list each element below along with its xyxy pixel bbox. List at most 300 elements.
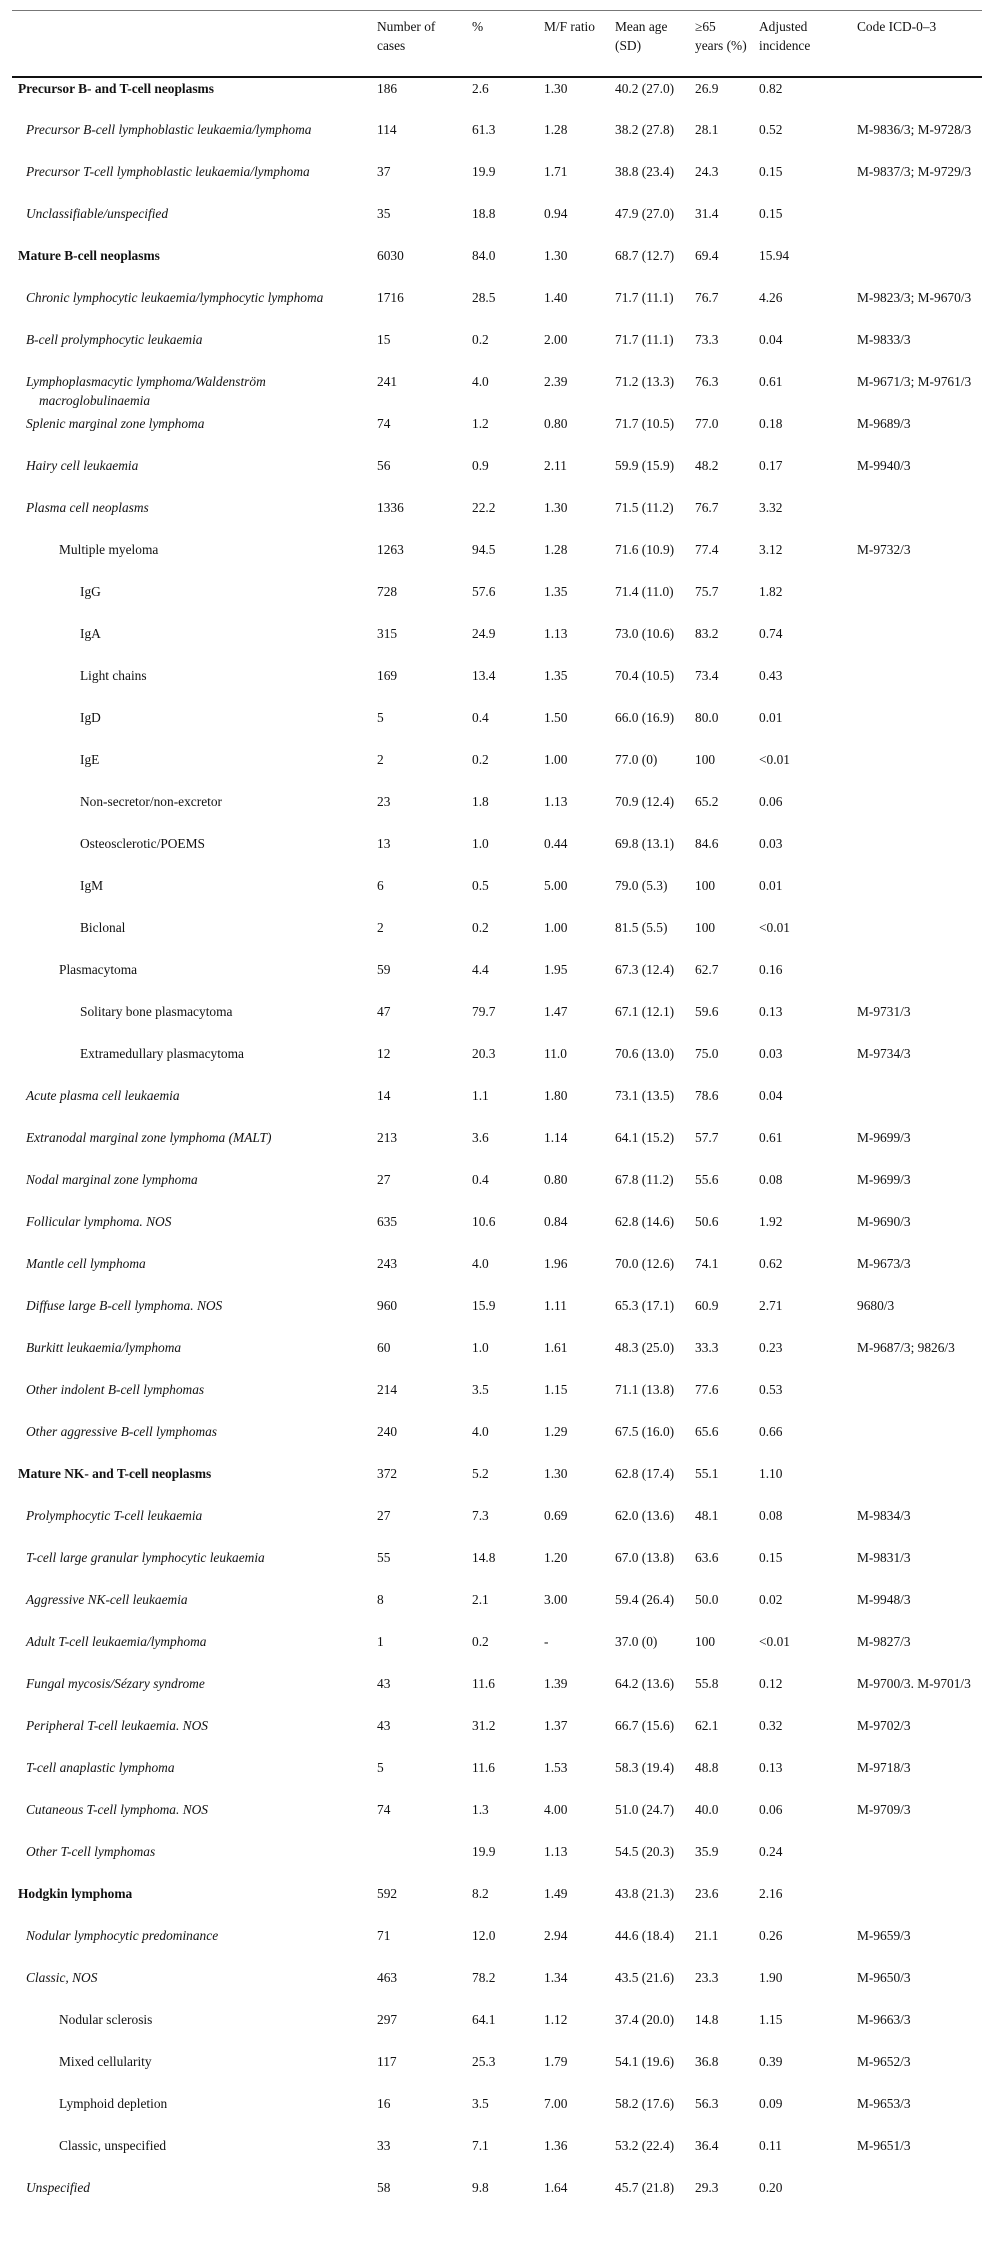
mean-age-cell: 38.8 (23.4): [615, 163, 675, 179]
icd-code-cell: [851, 1421, 982, 1463]
category-cell: Aggressive NK-cell leukaemia: [26, 1591, 188, 1607]
category-cell: Lymphoid depletion: [59, 2095, 168, 2111]
category-cell: Adult T-cell leukaemia/lymphoma: [26, 1633, 207, 1649]
icd-code-cell: M-9687/3; 9826/3: [857, 1339, 955, 1355]
table-row: [12, 1211, 982, 1253]
mf-ratio-cell: 1.50: [544, 709, 568, 725]
percent-cell: 57.6: [472, 583, 496, 599]
table-row: [12, 1715, 982, 1757]
over-65-cell: 33.3: [695, 1339, 719, 1355]
percent-cell: 9.8: [472, 2179, 489, 2195]
mf-ratio-cell: 1.47: [544, 1003, 568, 1019]
percent-cell: 4.0: [472, 1255, 489, 1271]
over-65-cell: 31.4: [695, 205, 719, 221]
table-section-row: [12, 1883, 982, 1925]
category-cell: Mantle cell lymphoma: [26, 1255, 146, 1271]
mean-age-cell: 62.8 (17.4): [615, 1465, 675, 1481]
adjusted-incidence-cell: 0.24: [759, 1843, 783, 1859]
percent-cell: 19.9: [472, 163, 496, 179]
icd-code-cell: [851, 959, 982, 1001]
icd-code-cell: [851, 833, 982, 875]
icd-code-cell: [851, 623, 982, 665]
category-cell: Unclassifiable/unspecified: [26, 205, 169, 221]
mf-ratio-cell: 0.80: [544, 1171, 568, 1187]
mf-ratio-cell: 1.00: [544, 751, 568, 767]
over-65-cell: 63.6: [695, 1549, 719, 1565]
percent-cell: 94.5: [472, 541, 496, 557]
adjusted-incidence-cell: 15.94: [759, 247, 790, 263]
icd-code-cell: [851, 203, 982, 245]
icd-code-cell: [851, 497, 982, 539]
over-65-cell: 21.1: [695, 1927, 719, 1943]
adjusted-incidence-cell: 0.04: [759, 331, 783, 347]
mf-ratio-cell: 1.14: [544, 1129, 568, 1145]
table-row: [12, 875, 982, 917]
mean-age-cell: 67.5 (16.0): [615, 1423, 675, 1439]
mf-ratio-cell: 1.80: [544, 1087, 568, 1103]
adjusted-incidence-cell: 3.12: [759, 541, 783, 557]
icd-code-cell: M-9650/3: [857, 1969, 911, 1985]
percent-cell: 18.8: [472, 205, 496, 221]
adjusted-incidence-cell: 0.18: [759, 415, 783, 431]
icd-code-cell: M-9718/3: [857, 1759, 911, 1775]
mean-age-cell: 47.9 (27.0): [615, 205, 675, 221]
table-row: [12, 665, 982, 707]
cases-cell: 297: [377, 2011, 398, 2027]
percent-cell: 20.3: [472, 1045, 496, 1061]
category-cell: Plasma cell neoplasms: [26, 499, 149, 515]
table-row: [12, 329, 982, 371]
adjusted-incidence-cell: 0.06: [759, 1801, 783, 1817]
table-row: [12, 539, 982, 581]
adjusted-incidence-cell: 0.26: [759, 1927, 783, 1943]
adjusted-incidence-cell: 0.11: [759, 2137, 782, 2153]
category-cell: T-cell anaplastic lymphoma: [26, 1759, 175, 1775]
table-row: [12, 707, 982, 749]
mf-ratio-cell: 1.34: [544, 1969, 568, 1985]
table-row: [12, 2009, 982, 2051]
mean-age-cell: 81.5 (5.5): [615, 919, 668, 935]
cases-cell: 43: [377, 1675, 391, 1691]
mf-ratio-cell: -: [544, 1633, 549, 1649]
mf-ratio-cell: 1.37: [544, 1717, 568, 1733]
adjusted-incidence-cell: 0.08: [759, 1507, 783, 1523]
adjusted-incidence-cell: 0.04: [759, 1087, 783, 1103]
icd-code-cell: M-9699/3: [857, 1129, 911, 1145]
over-65-cell: 14.8: [695, 2011, 719, 2027]
cases-cell: 47: [377, 1003, 391, 1019]
adjusted-incidence-cell: 0.01: [759, 709, 783, 725]
mf-ratio-cell: 1.71: [544, 163, 568, 179]
over-65-cell: 50.6: [695, 1213, 719, 1229]
mf-ratio-cell: 1.64: [544, 2179, 568, 2195]
category-cell: Classic, NOS: [26, 1969, 98, 1985]
cases-cell: 33: [377, 2137, 391, 2153]
cases-cell: 5: [377, 709, 384, 725]
icd-code-cell: M-9702/3: [857, 1717, 911, 1733]
header-over-65: ≥65 years (%): [689, 11, 753, 77]
category-cell: Non-secretor/non-excretor: [80, 793, 223, 809]
icd-code-cell: M-9652/3: [857, 2053, 911, 2069]
percent-cell: 7.3: [472, 1507, 489, 1523]
cases-cell: 2: [377, 751, 384, 767]
table-row: [12, 1337, 982, 1379]
over-65-cell: 26.9: [695, 80, 719, 96]
over-65-cell: 36.8: [695, 2053, 719, 2069]
mean-age-cell: 53.2 (22.4): [615, 2137, 675, 2153]
mf-ratio-cell: 1.13: [544, 793, 568, 809]
category-cell: Peripheral T-cell leukaemia. NOS: [26, 1717, 208, 1733]
percent-cell: 31.2: [472, 1717, 496, 1733]
icd-code-cell: M-9700/3. M-9701/3: [857, 1675, 971, 1691]
header-category: [12, 11, 371, 77]
mean-age-cell: 66.0 (16.9): [615, 709, 675, 725]
table-row: [12, 2135, 982, 2177]
category-cell: Plasmacytoma: [59, 961, 138, 977]
over-65-cell: 75.7: [695, 583, 719, 599]
category-cell: Splenic marginal zone lymphoma: [26, 415, 205, 431]
category-cell: Precursor B-cell lymphoblastic leukaemia/lymphoma: [26, 121, 312, 137]
over-65-cell: 55.1: [695, 1465, 719, 1481]
mean-age-cell: 73.0 (10.6): [615, 625, 675, 641]
adjusted-incidence-cell: 0.12: [759, 1675, 783, 1691]
category-cell: Multiple myeloma: [59, 541, 159, 557]
icd-code-cell: [851, 917, 982, 959]
table-row: [12, 1169, 982, 1211]
category-cell: Cutaneous T-cell lymphoma. NOS: [26, 1801, 208, 1817]
mf-ratio-cell: 1.30: [544, 1465, 568, 1481]
mf-ratio-cell: 0.44: [544, 835, 568, 851]
cases-cell: 240: [377, 1423, 398, 1439]
percent-cell: 11.6: [472, 1675, 495, 1691]
mean-age-cell: 45.7 (21.8): [615, 2179, 675, 2195]
category-cell: Extranodal marginal zone lymphoma (MALT): [26, 1129, 272, 1145]
mf-ratio-cell: 1.61: [544, 1339, 568, 1355]
icd-code-cell: M-9940/3: [857, 457, 911, 473]
category-cell: Classic, unspecified: [59, 2137, 167, 2153]
mf-ratio-cell: 1.30: [544, 247, 568, 263]
category-cell: Prolymphocytic T-cell leukaemia: [26, 1507, 203, 1523]
mf-ratio-cell: 2.00: [544, 331, 568, 347]
table-row: [12, 497, 982, 539]
mf-ratio-cell: 1.49: [544, 1885, 568, 1901]
adjusted-incidence-cell: 2.16: [759, 1885, 783, 1901]
mf-ratio-cell: 1.28: [544, 541, 568, 557]
percent-cell: 0.2: [472, 1633, 489, 1649]
adjusted-incidence-cell: 1.90: [759, 1969, 783, 1985]
table-row: [12, 959, 982, 1001]
mf-ratio-cell: 1.15: [544, 1381, 568, 1397]
mf-ratio-cell: 1.28: [544, 121, 568, 137]
mean-age-cell: 73.1 (13.5): [615, 1087, 675, 1103]
mf-ratio-cell: 1.30: [544, 499, 568, 515]
icd-code-cell: M-9948/3: [857, 1591, 911, 1607]
icd-code-cell: M-9651/3: [857, 2137, 911, 2153]
mf-ratio-cell: 3.00: [544, 1591, 568, 1607]
cases-cell: 214: [377, 1381, 398, 1397]
cases-cell: 315: [377, 625, 398, 641]
icd-code-cell: M-9699/3: [857, 1171, 911, 1187]
category-cell: Follicular lymphoma. NOS: [26, 1213, 172, 1229]
category-cell: Biclonal: [80, 919, 126, 935]
percent-cell: 8.2: [472, 1885, 489, 1901]
over-65-cell: 100: [695, 919, 716, 935]
category-cell: Precursor T-cell lymphoblastic leukaemia/lymphoma: [26, 163, 310, 179]
cases-cell: 15: [377, 331, 391, 347]
over-65-cell: 65.2: [695, 793, 719, 809]
category-cell: Lymphoplasmacytic lymphoma/Waldenström macroglobulinaemia: [26, 373, 266, 408]
category-cell: Nodular sclerosis: [59, 2011, 153, 2027]
adjusted-incidence-cell: 0.74: [759, 625, 783, 641]
table-row: [12, 749, 982, 791]
table-row: [12, 2051, 982, 2093]
mf-ratio-cell: 0.94: [544, 205, 568, 221]
icd-code-cell: 9680/3: [857, 1297, 895, 1313]
over-65-cell: 48.1: [695, 1507, 719, 1523]
icd-code-cell: M-9734/3: [857, 1045, 911, 1061]
over-65-cell: 77.0: [695, 415, 719, 431]
mf-ratio-cell: 0.84: [544, 1213, 568, 1229]
mean-age-cell: 51.0 (24.7): [615, 1801, 675, 1817]
over-65-cell: 36.4: [695, 2137, 719, 2153]
cases-cell: 592: [377, 1885, 398, 1901]
percent-cell: 1.0: [472, 835, 489, 851]
adjusted-incidence-cell: 1.15: [759, 2011, 783, 2027]
mf-ratio-cell: 1.30: [544, 80, 568, 96]
percent-cell: 10.6: [472, 1213, 496, 1229]
category-cell: T-cell large granular lymphocytic leukaemia: [26, 1549, 265, 1565]
category-cell: Osteosclerotic/POEMS: [80, 835, 205, 851]
percent-cell: 3.5: [472, 2095, 489, 2111]
adjusted-incidence-cell: 4.26: [759, 289, 783, 305]
icd-code-cell: [851, 1379, 982, 1421]
percent-cell: 2.6: [472, 80, 489, 96]
over-65-cell: 56.3: [695, 2095, 719, 2111]
percent-cell: 1.1: [472, 1087, 489, 1103]
table-row: [12, 917, 982, 959]
cases-cell: 6: [377, 877, 384, 893]
table-row: [12, 1505, 982, 1547]
adjusted-incidence-cell: 0.13: [759, 1759, 783, 1775]
table-row: [12, 2177, 982, 2219]
percent-cell: 4.4: [472, 961, 489, 977]
adjusted-incidence-cell: 0.03: [759, 1045, 783, 1061]
mf-ratio-cell: 0.69: [544, 1507, 568, 1523]
mean-age-cell: 67.3 (12.4): [615, 961, 675, 977]
table-row: [12, 1085, 982, 1127]
percent-cell: 28.5: [472, 289, 496, 305]
adjusted-incidence-cell: 0.01: [759, 877, 783, 893]
category-cell: Nodal marginal zone lymphoma: [26, 1171, 198, 1187]
icd-code-cell: [851, 791, 982, 833]
mf-ratio-cell: 1.29: [544, 1423, 568, 1439]
cases-cell: [371, 1841, 466, 1883]
category-cell: Extramedullary plasmacytoma: [80, 1045, 244, 1061]
mf-ratio-cell: 1.13: [544, 625, 568, 641]
document-page: [12, 10, 982, 2219]
percent-cell: 0.4: [472, 709, 489, 725]
mean-age-cell: 71.7 (10.5): [615, 415, 675, 431]
adjusted-incidence-cell: 0.61: [759, 373, 783, 389]
cases-cell: 2: [377, 919, 384, 935]
cases-cell: 728: [377, 583, 398, 599]
category-cell: Chronic lymphocytic leukaemia/lymphocytic lymphoma: [26, 289, 324, 305]
mf-ratio-cell: 1.11: [544, 1297, 567, 1313]
category-cell: Other indolent B-cell lymphomas: [26, 1381, 205, 1397]
header-number-of-cases: Number of cases: [371, 11, 466, 77]
cases-cell: 58: [377, 2179, 391, 2195]
mf-ratio-cell: 1.36: [544, 2137, 568, 2153]
adjusted-incidence-cell: 0.32: [759, 1717, 783, 1733]
mean-age-cell: 66.7 (15.6): [615, 1717, 675, 1733]
cases-cell: 55: [377, 1549, 391, 1565]
percent-cell: 1.8: [472, 793, 489, 809]
mf-ratio-cell: 1.35: [544, 667, 568, 683]
mean-age-cell: 40.2 (27.0): [615, 80, 675, 96]
table-row: [12, 1799, 982, 1841]
cases-cell: 463: [377, 1969, 398, 1985]
mean-age-cell: 70.9 (12.4): [615, 793, 675, 809]
category-cell: Fungal mycosis/Sézary syndrome: [26, 1675, 205, 1691]
over-65-cell: 69.4: [695, 247, 719, 263]
mean-age-cell: 69.8 (13.1): [615, 835, 675, 851]
over-65-cell: 80.0: [695, 709, 719, 725]
table-section-row: [12, 245, 982, 287]
over-65-cell: 77.4: [695, 541, 719, 557]
over-65-cell: 59.6: [695, 1003, 719, 1019]
over-65-cell: 55.6: [695, 1171, 719, 1187]
cases-cell: 635: [377, 1213, 398, 1229]
percent-cell: 4.0: [472, 373, 489, 389]
mean-age-cell: 54.1 (19.6): [615, 2053, 675, 2069]
over-65-cell: 28.1: [695, 121, 719, 137]
percent-cell: 84.0: [472, 247, 496, 263]
adjusted-incidence-cell: 0.20: [759, 2179, 783, 2195]
table-row: [12, 287, 982, 329]
icd-code-cell: [851, 581, 982, 623]
adjusted-incidence-cell: 0.16: [759, 961, 783, 977]
over-65-cell: 76.7: [695, 289, 719, 305]
cases-cell: 59: [377, 961, 391, 977]
category-cell: Burkitt leukaemia/lymphoma: [26, 1339, 182, 1355]
icd-code-cell: [851, 1085, 982, 1127]
mean-age-cell: 70.0 (12.6): [615, 1255, 675, 1271]
adjusted-incidence-cell: <0.01: [759, 919, 790, 935]
percent-cell: 11.6: [472, 1759, 495, 1775]
category-cell: Unspecified: [26, 2179, 90, 2195]
category-cell: Other T-cell lymphomas: [26, 1843, 156, 1859]
over-65-cell: 23.3: [695, 1969, 719, 1985]
icd-code-cell: M-9709/3: [857, 1801, 911, 1817]
over-65-cell: 40.0: [695, 1801, 719, 1817]
cases-cell: 74: [377, 1801, 391, 1817]
percent-cell: 25.3: [472, 2053, 496, 2069]
mean-age-cell: 71.5 (11.2): [615, 499, 674, 515]
table-row: [12, 1127, 982, 1169]
cases-cell: 37: [377, 163, 391, 179]
over-65-cell: 73.4: [695, 667, 719, 683]
over-65-cell: 50.0: [695, 1591, 719, 1607]
over-65-cell: 76.7: [695, 499, 719, 515]
adjusted-incidence-cell: 3.32: [759, 499, 783, 515]
mean-age-cell: 79.0 (5.3): [615, 877, 668, 893]
adjusted-incidence-cell: <0.01: [759, 1633, 790, 1649]
category-cell: Nodular lymphocytic predominance: [26, 1927, 219, 1943]
mean-age-cell: 71.7 (11.1): [615, 331, 674, 347]
cases-cell: 1716: [377, 289, 404, 305]
adjusted-incidence-cell: 0.17: [759, 457, 783, 473]
header-mf-ratio: M/F ratio: [538, 11, 609, 77]
adjusted-incidence-cell: 0.15: [759, 163, 783, 179]
mf-ratio-cell: 1.35: [544, 583, 568, 599]
icd-code-cell: [851, 1883, 982, 1925]
table-section-row: [12, 1463, 982, 1505]
over-65-cell: 65.6: [695, 1423, 719, 1439]
cases-cell: 1336: [377, 499, 404, 515]
percent-cell: 0.5: [472, 877, 489, 893]
percent-cell: 7.1: [472, 2137, 489, 2153]
mean-age-cell: 67.8 (11.2): [615, 1171, 674, 1187]
icd-code-cell: M-9732/3: [857, 541, 911, 557]
mf-ratio-cell: 1.13: [544, 1843, 568, 1859]
table-row: [12, 1673, 982, 1715]
over-65-cell: 62.1: [695, 1717, 719, 1733]
over-65-cell: 83.2: [695, 625, 719, 641]
category-cell: Mature B-cell neoplasms: [18, 247, 160, 263]
adjusted-incidence-cell: 0.03: [759, 835, 783, 851]
table-row: [12, 203, 982, 245]
cases-cell: 960: [377, 1297, 398, 1313]
cases-cell: 16: [377, 2095, 391, 2111]
icd-code-cell: M-9671/3; M-9761/3: [857, 373, 972, 389]
percent-cell: 0.2: [472, 919, 489, 935]
cases-cell: 241: [377, 373, 398, 389]
over-65-cell: 76.3: [695, 373, 719, 389]
mf-ratio-cell: 0.80: [544, 415, 568, 431]
category-cell: Other aggressive B-cell lymphomas: [26, 1423, 218, 1439]
adjusted-incidence-cell: 0.82: [759, 80, 783, 96]
category-cell: Mature NK- and T-cell neoplasms: [18, 1465, 212, 1481]
cases-cell: 12: [377, 1045, 391, 1061]
icd-code-cell: M-9659/3: [857, 1927, 911, 1943]
icd-code-cell: M-9673/3: [857, 1255, 911, 1271]
mf-ratio-cell: 4.00: [544, 1801, 568, 1817]
percent-cell: 0.9: [472, 457, 489, 473]
mean-age-cell: 71.7 (11.1): [615, 289, 674, 305]
table-row: [12, 1757, 982, 1799]
mf-ratio-cell: 2.11: [544, 457, 567, 473]
over-65-cell: 48.2: [695, 457, 719, 473]
cases-cell: 13: [377, 835, 391, 851]
cases-cell: 1263: [377, 541, 404, 557]
cases-cell: 35: [377, 205, 391, 221]
header-mean-age: Mean age (SD): [609, 11, 689, 77]
mean-age-cell: 43.5 (21.6): [615, 1969, 675, 1985]
adjusted-incidence-cell: 0.66: [759, 1423, 783, 1439]
mean-age-cell: 37.0 (0): [615, 1633, 658, 1649]
over-65-cell: 24.3: [695, 163, 719, 179]
cases-cell: 213: [377, 1129, 398, 1145]
table-row: [12, 1379, 982, 1421]
header-row: [12, 11, 982, 77]
icd-code-cell: [851, 665, 982, 707]
category-cell: IgE: [80, 751, 100, 767]
mean-age-cell: 67.0 (13.8): [615, 1549, 675, 1565]
cases-cell: 14: [377, 1087, 391, 1103]
icd-code-cell: M-9690/3: [857, 1213, 911, 1229]
table-body: [12, 77, 982, 2219]
mean-age-cell: 37.4 (20.0): [615, 2011, 675, 2027]
